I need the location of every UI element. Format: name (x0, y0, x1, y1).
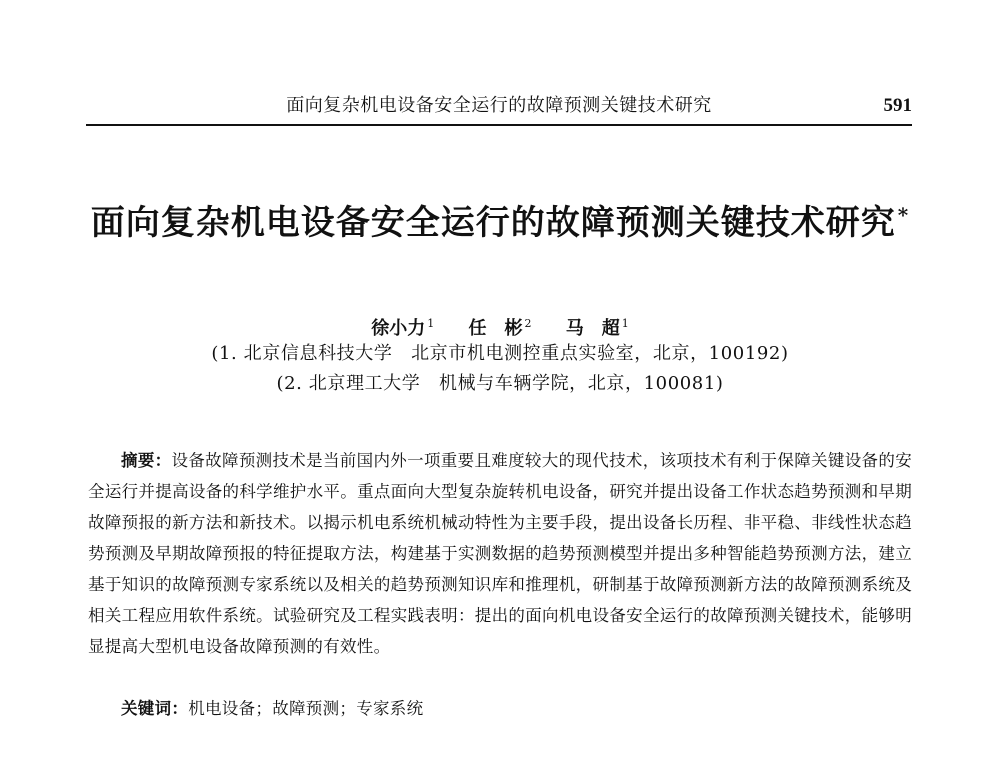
running-header-title: 面向复杂机电设备安全运行的故障预测关键技术研究 (286, 95, 712, 116)
author-3 (566, 318, 629, 339)
author-2 (469, 318, 532, 339)
author-affil-mark: 2 (524, 317, 532, 330)
running-header (86, 92, 912, 122)
header-rule (86, 124, 912, 126)
abstract-label: 摘要： (121, 451, 172, 470)
keywords (88, 693, 912, 724)
author-name: 马 超 (565, 318, 620, 339)
keywords-text: 机电设备；故障预测；专家系统 (188, 699, 424, 718)
author-affil-mark: 1 (621, 317, 629, 330)
abstract (88, 445, 912, 662)
paper-title-text: 面向复杂机电设备安全运行的故障预测关键技术研究 (90, 203, 896, 243)
author-name: 任 彬 (468, 318, 523, 339)
paper-title (0, 198, 1000, 248)
author-1 (371, 318, 434, 339)
author-name: 徐小力 (371, 318, 426, 339)
affiliation-1: (1. 北京信息科技大学 北京市机电测控重点实验室，北京，100192) (211, 343, 789, 364)
abstract-text: 设备故障预测技术是当前国内外一项重要且难度较大的现代技术，该项技术有利于保障关键设备的安全运行并提高设备的科学维护水平。重点面向大型复杂旋转机电设备，研究并提出设备工作状态趋势预测和早期故障预报的新方法和新技术。以揭示机电系统机械动特性为主要手段，提出设备长历程、非平稳、非线性状态趋势预测及早期故障预报的特征提取方法，构建基于实测数据的趋势预测模型并提出多种智能趋势预测方法，建立基于知识的故障预测专家系统以及相关的趋势预测知识库和推理机，研制基于故障预测新方法的故障预测系统及相关工程应用软件系统。试验研究及工程实践表明：提出的面向机电设备安全运行的故障预测关键技术，能够明显提高大型机电设备故障预测的有效性。 (88, 451, 912, 656)
author-list (0, 310, 1000, 343)
title-footnote-mark: * (897, 202, 910, 227)
keywords-label: 关键词： (121, 699, 189, 718)
author-affil-mark: 1 (427, 317, 435, 330)
affiliation-2: (2. 北京理工大学 机械与车辆学院，北京，100081) (276, 373, 724, 394)
page-number: 591 (883, 95, 912, 116)
